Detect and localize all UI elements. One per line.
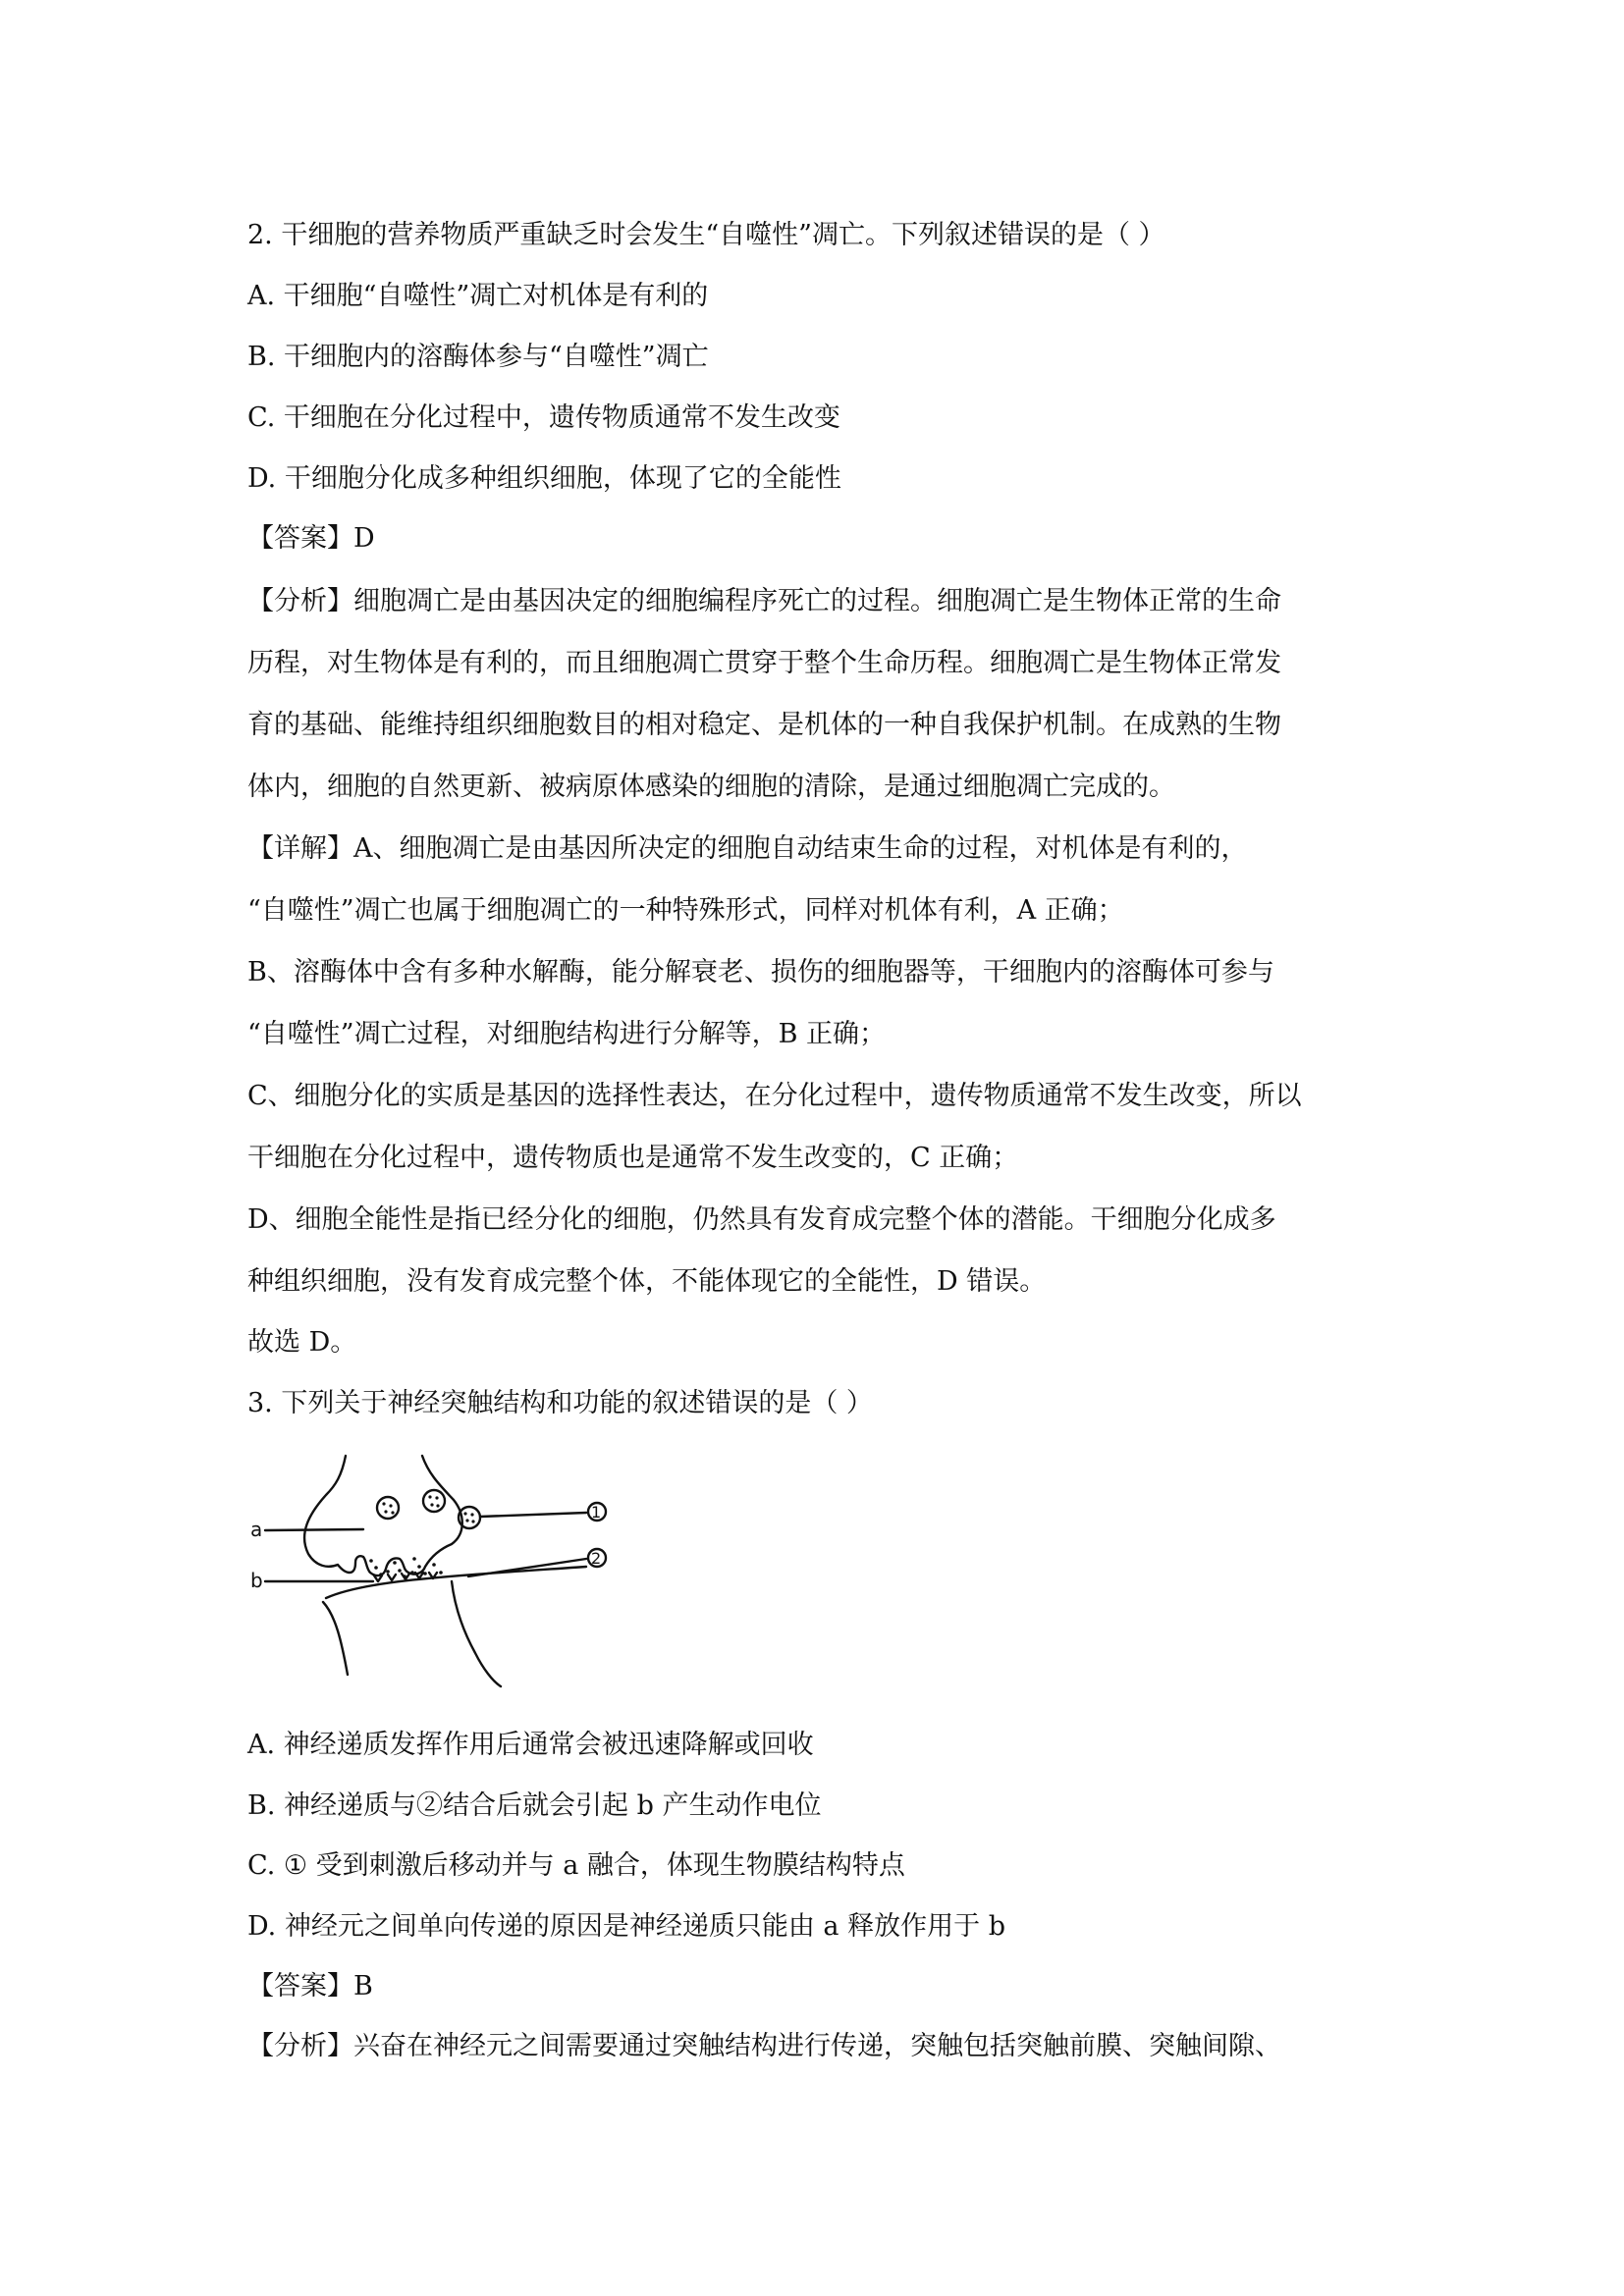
vesicle-dot <box>382 1502 385 1505</box>
receptor-mark <box>388 1575 396 1580</box>
q2-detail-line-5: C、细胞分化的实质是基因的选择性表达，在分化过程中，遗传物质通常不发生改变，所以 <box>247 1081 1302 1111</box>
vesicle-dot <box>430 1503 433 1506</box>
q2-analysis-line-3: 育的基础、能维持组织细胞数目的相对稳定、是机体的一种自我保护机制。在成熟的生物 <box>247 710 1281 740</box>
transmitter-dot <box>412 1557 416 1561</box>
q2-detail-line-1: 【详解】A、细胞凋亡是由基因所决定的细胞自动结束生命的过程，对机体是有利的， <box>247 833 1248 864</box>
vesicle-dot <box>436 1504 439 1507</box>
transmitter-dot <box>423 1572 427 1575</box>
q2-detail-line-8: 种组织细胞，没有发育成完整个体，不能体现它的全能性，D 错误。 <box>247 1266 1047 1297</box>
transmitter-dot <box>393 1561 397 1565</box>
transmitter-dot <box>398 1569 402 1573</box>
q3-option-b: B. 神经递质与②结合后就会引起 b 产生动作电位 <box>247 1790 822 1821</box>
synapse-diagram <box>247 1451 635 1689</box>
q2-option-a: A. 干细胞“自噬性”凋亡对机体是有利的 <box>247 281 709 311</box>
transmitter-dot <box>386 1570 390 1574</box>
label-2: 2 <box>591 1549 602 1568</box>
q3-stem: 3. 下列关于神经突触结构和功能的叙述错误的是（ ） <box>247 1388 873 1418</box>
q3-analysis-line-1: 【分析】兴奋在神经元之间需要通过突触结构进行传递，突触包括突触前膜、突触间隙、 <box>247 2031 1281 2061</box>
q2-detail-line-2: “自噬性”凋亡也属于细胞凋亡的一种特殊形式，同样对机体有利，A 正确； <box>247 895 1124 926</box>
transmitter-dot <box>410 1571 414 1575</box>
label-a: a <box>250 1518 263 1541</box>
q3-option-a: A. 神经递质发挥作用后通常会被迅速降解或回收 <box>247 1730 814 1760</box>
vesicle-dot <box>384 1510 387 1513</box>
transmitter-dot <box>403 1575 406 1578</box>
postsynaptic-neuron-outline <box>323 1581 501 1686</box>
label-1: 1 <box>591 1503 602 1522</box>
synaptic-vesicle <box>377 1497 399 1519</box>
q2-option-c: C. 干细胞在分化过程中，遗传物质通常不发生改变 <box>247 402 840 433</box>
label-a-line <box>265 1529 363 1530</box>
vesicle-dot <box>435 1496 438 1499</box>
vesicle-dot <box>389 1504 392 1507</box>
q2-conclusion: 故选 D。 <box>247 1327 357 1358</box>
synaptic-vesicle <box>423 1490 445 1512</box>
label-b: b <box>250 1569 263 1592</box>
vesicle-dot <box>471 1520 474 1522</box>
q2-answer: 【答案】D <box>247 523 375 554</box>
transmitter-dot <box>432 1563 436 1567</box>
q2-option-b: B. 干细胞内的溶酶体参与“自噬性”凋亡 <box>247 342 709 372</box>
vesicle-dot <box>391 1511 394 1514</box>
vesicle-dot <box>428 1495 431 1498</box>
q2-detail-line-4: “自噬性”凋亡过程，对细胞结构进行分解等，B 正确； <box>247 1019 887 1049</box>
q2-detail-line-6: 干细胞在分化过程中，遗传物质也是通常不发生改变的，C 正确； <box>247 1143 1019 1173</box>
presynaptic-terminal-outline <box>304 1456 462 1575</box>
vesicle-dot <box>465 1519 468 1522</box>
transmitter-dot <box>369 1559 373 1563</box>
q3-option-d: D. 神经元之间单向传递的原因是神经递质只能由 a 释放作用于 b <box>247 1911 1005 1942</box>
transmitter-dot <box>417 1565 421 1569</box>
q2-stem: 2. 干细胞的营养物质严重缺乏时会发生“自噬性”凋亡。下列叙述错误的是（ ） <box>247 220 1165 250</box>
q3-answer: 【答案】B <box>247 1971 373 2002</box>
q2-analysis-line-4: 体内，细胞的自然更新、被病原体感染的细胞的清除，是通过细胞凋亡完成的。 <box>247 772 1175 802</box>
q3-option-c: C. ① 受到刺激后移动并与 a 融合，体现生物膜结构特点 <box>247 1850 905 1881</box>
q2-detail-line-7: D、细胞全能性是指已经分化的细胞，仍然具有发育成完整个体的潜能。干细胞分化成多 <box>247 1204 1276 1235</box>
transmitter-dot <box>379 1573 383 1576</box>
q2-detail-line-3: B、溶酶体中含有多种水解酶，能分解衰老、损伤的细胞器等，干细胞内的溶酶体可参与 <box>247 957 1274 988</box>
q2-analysis-line-2: 历程，对生物体是有利的，而且细胞凋亡贯穿于整个生命历程。细胞凋亡是生物体正常发 <box>247 648 1281 678</box>
vesicle-dot <box>470 1513 473 1516</box>
q2-analysis-line-1: 【分析】细胞凋亡是由基因决定的细胞编程序死亡的过程。细胞凋亡是生物体正常的生命 <box>247 586 1281 616</box>
label-1-line <box>480 1513 586 1517</box>
q2-option-d: D. 干细胞分化成多种组织细胞，体现了它的全能性 <box>247 463 841 494</box>
vesicle-dot <box>463 1512 466 1515</box>
transmitter-dot <box>439 1571 443 1575</box>
transmitter-dot <box>374 1566 378 1570</box>
